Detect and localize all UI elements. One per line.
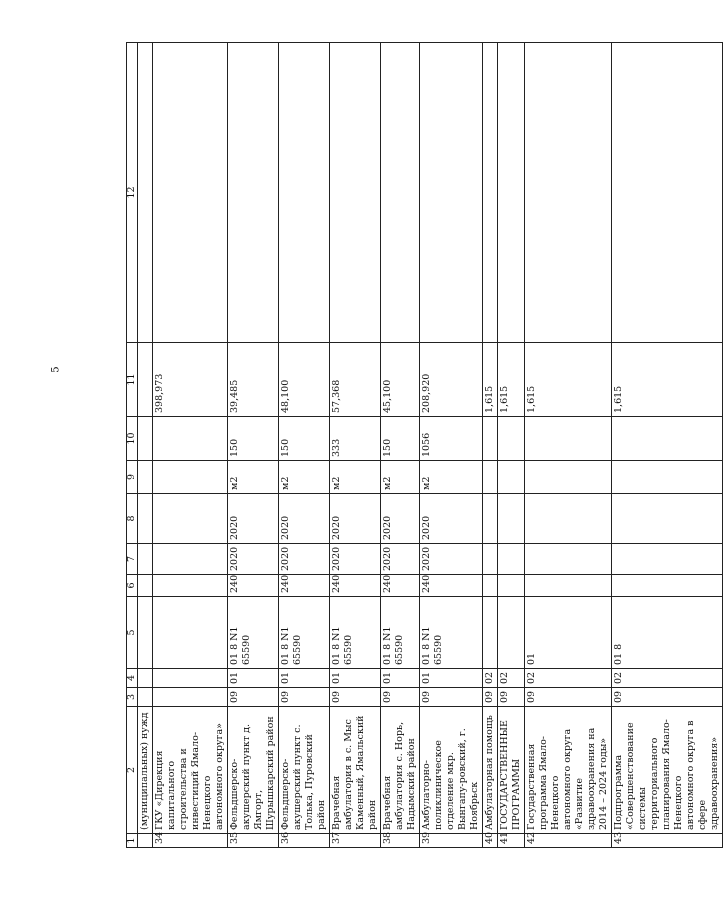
target-article-cell: 01 [525,597,612,669]
end-year-cell: 2020 [330,494,381,544]
table-row [153,43,228,848]
unit-cell [138,461,153,494]
section-cell: 09 [228,688,279,707]
subsection-cell: 01 [228,669,279,688]
table-row [279,43,330,848]
subsection-cell: 01 [381,669,420,688]
header-cell: 11 [127,343,138,417]
row-number-cell: 42 [525,834,612,848]
unit-cell: м2 [228,461,279,494]
capacity-cell [525,417,612,461]
subsection-cell: 01 [330,669,381,688]
table-row [381,43,420,848]
start-year-cell [525,544,612,575]
expense-type-cell [138,575,153,597]
name-cell: (муниципальных) нужд [138,707,153,834]
start-year-cell: 2020 [228,544,279,575]
target-article-cell: 01 8 N1 65590 [228,597,279,669]
row-number-cell [138,834,153,848]
name-cell: Амбулаторная помощь [483,707,498,834]
extra-cell [153,43,228,343]
amount-cell: 1,615 [525,343,612,417]
amount-cell: 48,100 [279,343,330,417]
target-article-cell: 01 8 N1 65590 [330,597,381,669]
target-article-cell [483,597,498,669]
header-cell: 8 [127,494,138,544]
unit-cell: м2 [420,461,483,494]
rotated-table-container [126,43,720,848]
end-year-cell: 2020 [420,494,483,544]
table-row [483,43,498,848]
header-cell: 5 [127,597,138,669]
name-cell: ГКУ «Дирекция капитального строительства и инвестиций Ямало-Ненецкого автономного округа» [153,707,228,834]
end-year-cell [138,494,153,544]
amount-cell: 208,920 [420,343,483,417]
extra-cell [330,43,381,343]
row-number-cell: 40 [483,834,498,848]
end-year-cell: 2020 [381,494,420,544]
subsection-cell: 01 [279,669,330,688]
start-year-cell [153,544,228,575]
name-cell: ГОСУДАРСТВЕННЫЕ ПРОГРАММЫ [498,707,525,834]
table-row [420,43,483,848]
end-year-cell [525,494,612,544]
amount-cell: 1,615 [612,343,723,417]
header-cell: 1 [127,834,138,848]
extra-cell [420,43,483,343]
name-cell: Амбулаторно-поликлиническое отделение мкр. Вынгапу-ровский, г. Ноябрьск [420,707,483,834]
header-cell: 3 [127,688,138,707]
row-number-cell: 38 [381,834,420,848]
start-year-cell [483,544,498,575]
amount-cell: 1,615 [498,343,525,417]
expense-type-cell: 240 [381,575,420,597]
capacity-cell: 150 [279,417,330,461]
row-number-cell: 39 [420,834,483,848]
unit-cell: м2 [279,461,330,494]
header-cell: 9 [127,461,138,494]
target-article-cell: 01 8 N1 65590 [279,597,330,669]
expense-type-cell [612,575,723,597]
start-year-cell [612,544,723,575]
unit-cell [483,461,498,494]
subsection-cell [153,669,228,688]
start-year-cell: 2020 [279,544,330,575]
section-cell: 09 [483,688,498,707]
end-year-cell: 2020 [279,494,330,544]
name-cell: Врачебная амбулатория с. Норь, Надымский район [381,707,420,834]
section-cell: 09 [330,688,381,707]
table-row [330,43,381,848]
unit-cell [153,461,228,494]
capacity-cell: 150 [228,417,279,461]
row-number-cell: 35 [228,834,279,848]
extra-cell [381,43,420,343]
budget-table [126,42,723,848]
unit-cell [498,461,525,494]
section-cell: 09 [498,688,525,707]
name-cell: Фельдшерско-акушерский пункт д. Ямгорт, Шурышкарский район [228,707,279,834]
end-year-cell [612,494,723,544]
capacity-cell: 1056 [420,417,483,461]
table-row [138,43,153,848]
end-year-cell: 2020 [228,494,279,544]
row-number-cell: 43 [612,834,723,848]
section-cell [153,688,228,707]
target-article-cell [153,597,228,669]
unit-cell: м2 [381,461,420,494]
header-cell: 6 [127,575,138,597]
capacity-cell: 333 [330,417,381,461]
expense-type-cell: 240 [420,575,483,597]
extra-cell [483,43,498,343]
capacity-cell [138,417,153,461]
capacity-cell [498,417,525,461]
section-cell: 09 [525,688,612,707]
row-number-cell: 41 [498,834,525,848]
section-cell: 09 [420,688,483,707]
target-article-cell: 01 8 [612,597,723,669]
extra-cell [228,43,279,343]
start-year-cell [138,544,153,575]
expense-type-cell [498,575,525,597]
expense-type-cell [525,575,612,597]
expense-type-cell [153,575,228,597]
target-article-cell [138,597,153,669]
name-cell: Государственная программа Ямало-Ненецкого автономного округа «Развитие здравоохранения на 2014 – 2024 годы» [525,707,612,834]
expense-type-cell: 240 [330,575,381,597]
section-cell [138,688,153,707]
expense-type-cell: 240 [279,575,330,597]
row-number-cell: 34 [153,834,228,848]
table-row [612,43,723,848]
header-cell: 4 [127,669,138,688]
end-year-cell [483,494,498,544]
expense-type-cell: 240 [228,575,279,597]
extra-cell [138,43,153,343]
section-cell: 09 [279,688,330,707]
subsection-cell [138,669,153,688]
header-row [127,43,138,848]
end-year-cell [498,494,525,544]
start-year-cell: 2020 [381,544,420,575]
subsection-cell: 02 [612,669,723,688]
end-year-cell [153,494,228,544]
amount-cell: 57,368 [330,343,381,417]
amount-cell: 1,615 [483,343,498,417]
capacity-cell: 150 [381,417,420,461]
table-row [228,43,279,848]
capacity-cell [483,417,498,461]
header-cell: 2 [127,707,138,834]
subsection-cell: 02 [483,669,498,688]
amount-cell [138,343,153,417]
start-year-cell: 2020 [330,544,381,575]
target-article-cell [498,597,525,669]
row-number-cell: 36 [279,834,330,848]
target-article-cell: 01 8 N1 65590 [420,597,483,669]
unit-cell [612,461,723,494]
capacity-cell [153,417,228,461]
section-cell: 09 [381,688,420,707]
start-year-cell [498,544,525,575]
header-cell: 7 [127,544,138,575]
subsection-cell: 01 [420,669,483,688]
expense-type-cell [483,575,498,597]
unit-cell [525,461,612,494]
amount-cell: 398,973 [153,343,228,417]
row-number-cell: 37 [330,834,381,848]
extra-cell [498,43,525,343]
name-cell: Подпрограмма «Совершенствование системы территориального планирования Ямало-Ненецкого автономного округа в сфере здравоохранения» [612,707,723,834]
subsection-cell: 02 [525,669,612,688]
capacity-cell [612,417,723,461]
table-row [525,43,612,848]
extra-cell [279,43,330,343]
amount-cell: 39,485 [228,343,279,417]
start-year-cell: 2020 [420,544,483,575]
target-article-cell: 01 8 N1 65590 [381,597,420,669]
name-cell: Фельдшерско-акушерский пункт с. Толька, Пуровский район [279,707,330,834]
page-number: 5 [50,365,62,373]
subsection-cell: 02 [498,669,525,688]
name-cell: Врачебная амбулатория в с. Мыс Каменный, Ямальский район [330,707,381,834]
amount-cell: 45,100 [381,343,420,417]
table-row [498,43,525,848]
extra-cell [612,43,723,343]
section-cell: 09 [612,688,723,707]
header-cell: 10 [127,417,138,461]
extra-cell [525,43,612,343]
header-cell: 12 [127,43,138,343]
unit-cell: м2 [330,461,381,494]
